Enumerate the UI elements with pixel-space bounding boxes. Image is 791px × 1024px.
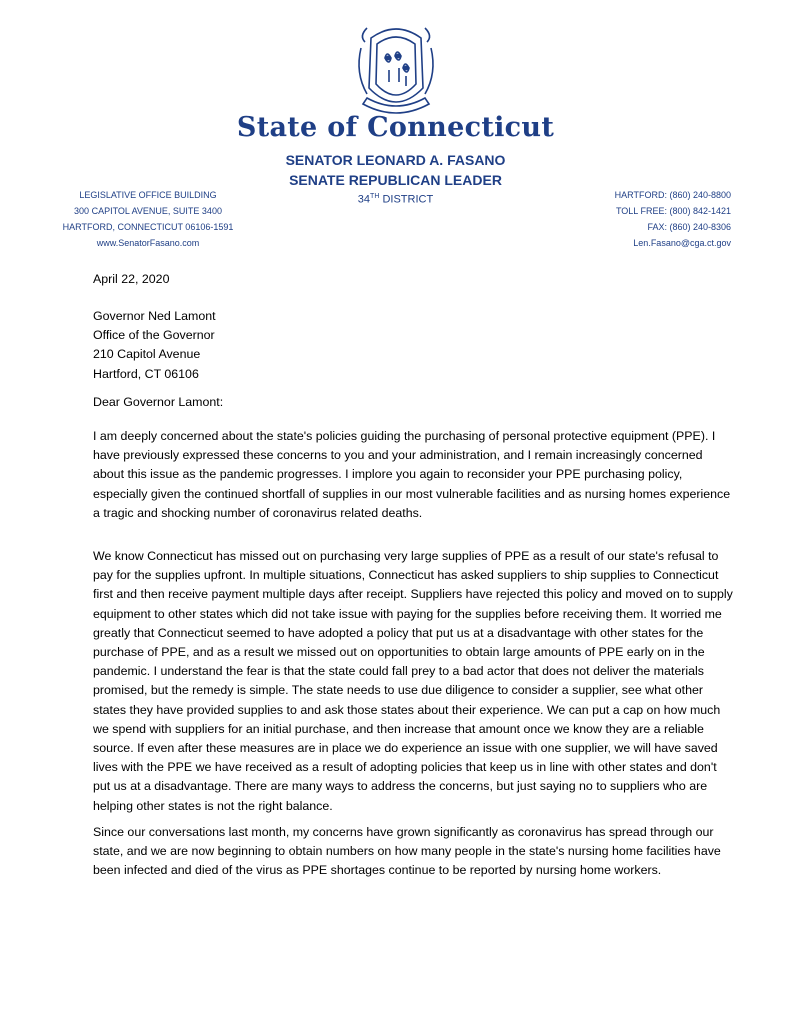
phone-line: HARTFORD: (860) 240-8800 bbox=[614, 190, 731, 200]
recipient-line: Governor Ned Lamont bbox=[93, 309, 216, 323]
address-line: 300 CAPITOL AVENUE, SUITE 3400 bbox=[74, 206, 222, 216]
address-line: LEGISLATIVE OFFICE BUILDING bbox=[79, 190, 217, 200]
email-link[interactable]: Len.Fasano@cga.ct.gov bbox=[633, 238, 731, 248]
body-paragraph bbox=[93, 547, 733, 816]
office-address bbox=[48, 187, 248, 251]
contact-info bbox=[531, 187, 731, 251]
district-suffix: TH bbox=[370, 193, 380, 200]
paragraph-text: I am deeply concerned about the state's policies guiding the purchasing of personal protective equipment (PPE). I have previously expressed these concerns to you and your administration, and I remain increasingly concerned about this issue as the pandemic progresses. I implore you again to reconsider your PPE purchasing policy, especially given the continued shortfall of supplies in our most vulnerable facilities and as nursing homes experience a tragic and shocking number of coronavirus related deaths. bbox=[93, 429, 731, 520]
recipient-line: 210 Capitol Avenue bbox=[93, 347, 201, 362]
recipient-line: Hartford, CT 06106 bbox=[93, 366, 199, 381]
recipient-block bbox=[93, 307, 733, 384]
district-word: DISTRICT bbox=[382, 193, 434, 206]
body-paragraph bbox=[93, 427, 733, 523]
district-number: 34 bbox=[357, 193, 371, 206]
address-line: HARTFORD, CONNECTICUT 06106-1591 bbox=[62, 222, 234, 232]
connecticut-seal-icon bbox=[351, 18, 441, 126]
senator-name: SENATOR LEONARD A. FASANO bbox=[285, 152, 506, 168]
state-title: State of Connecticut bbox=[236, 112, 555, 143]
paragraph-text: Since our conversations last month, my concerns have grown significantly as coronavirus has spread through our state, and we are now beginning to obtain numbers on how many people in the state's nursing home facilities have been infected and died of the virus as PPE shortages continue to be reported by nursing home workers. bbox=[93, 825, 721, 878]
senator-role: SENATE REPUBLICAN LEADER bbox=[289, 172, 502, 188]
letter-date: April 22, 2020 bbox=[93, 272, 170, 286]
salutation: Dear Governor Lamont: bbox=[93, 395, 224, 409]
website-link[interactable]: www.SenatorFasano.com bbox=[96, 238, 200, 248]
body-paragraph bbox=[93, 823, 733, 881]
paragraph-text: We know Connecticut has missed out on purchasing very large supplies of PPE as a result of our state's refusal to pay for the supplies upfront. In multiple situations, Connecticut has asked suppliers to ship supplies to Connecticut first and then receive payment multiple days after receipt. Suppliers have rejected this policy and moved on to supply equipment to other states which did not take issue with paying for the supplies before receiving them. It worried me greatly that Connecticut seemed to have adopted a policy that put us at a disadvantage with other states for the purchase of PPE, and as a result we missed out on opportunities to obtain large amounts of PPE early on in the pandemic. I understand the fear is that the state could fall prey to a bad actor that does not deliver the materials promised, but the remedy is simple. The state needs to use due diligence to consider a supplier, see what other states they have provided supplies to and ask those states about their experience. We can put a cap on how much we spend with suppliers for an initial purchase, and then increase that amount once we know they are a reliable source. If even after these measures are in place we do experience an issue with one supplier, we will have saved lives with the PPE we have received as a result of adopting policies that keep us in line with other states and don't put us at a disadvantage. There are many ways to address the concerns, but just saying no to suppliers who are helping other states is not the right balance. bbox=[93, 549, 733, 813]
toll-free-line: TOLL FREE: (800) 842-1421 bbox=[615, 206, 731, 216]
fax-line: FAX: (860) 240-8306 bbox=[647, 222, 731, 232]
recipient-line: Office of the Governor bbox=[93, 328, 215, 343]
